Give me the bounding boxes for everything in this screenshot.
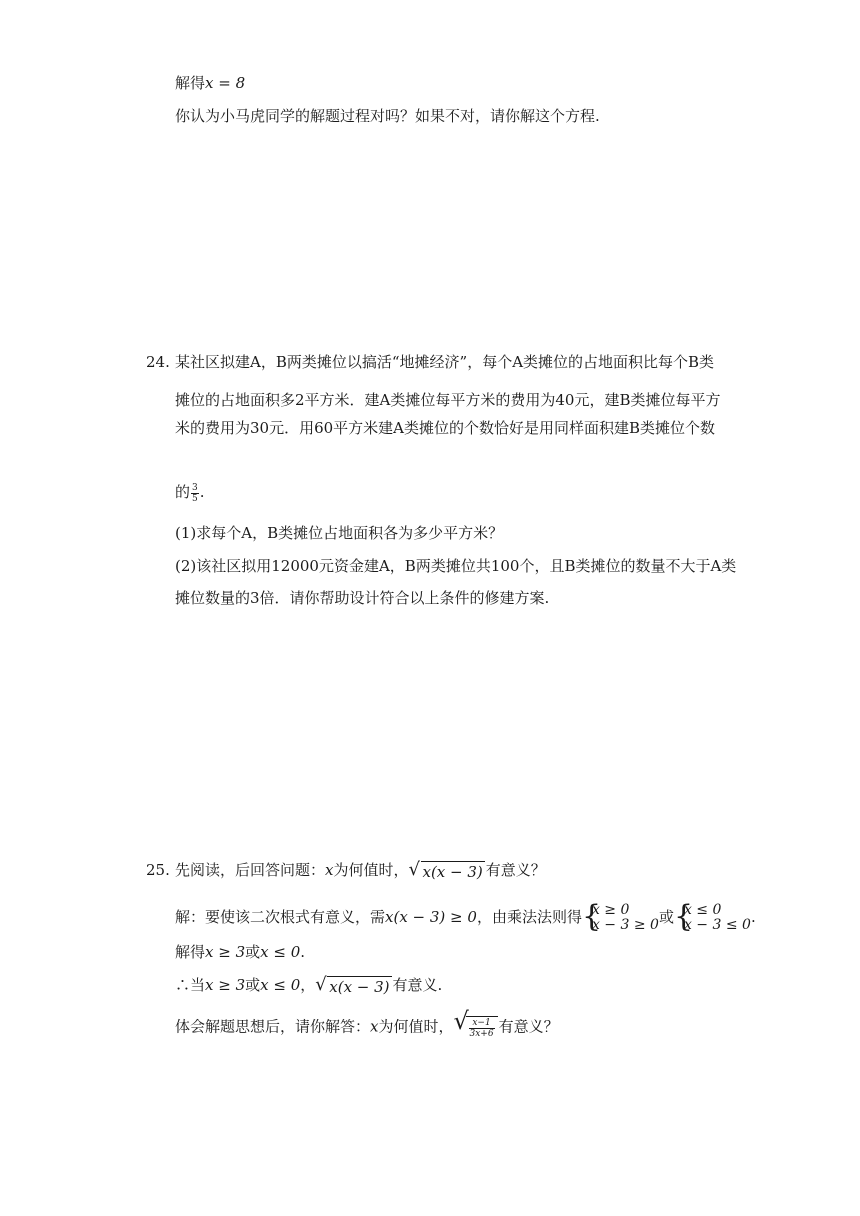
text: 有意义？ (485, 861, 546, 879)
radical-sign: √ (315, 973, 327, 995)
text: . (300, 943, 306, 961)
text: . (750, 908, 756, 926)
math-var: x (370, 1017, 379, 1036)
q25-line-2 (175, 899, 756, 934)
fraction-denominator: 5 (192, 493, 198, 504)
fraction (469, 1018, 495, 1039)
math-inequality: x(x − 3) ≥ 0 (385, 908, 477, 926)
text: 解得 (175, 943, 206, 961)
math: x ≤ 0 (260, 943, 301, 961)
brace: { (673, 899, 694, 934)
math: x ≥ 3 (205, 976, 246, 994)
math: x ≤ 0 (260, 976, 301, 994)
fraction-denominator: 3x+6 (469, 1028, 494, 1039)
square-root (315, 973, 391, 997)
q24-part-2-line-2: 摊位数量的3倍．请你帮助设计符合以上条件的修建方案. (175, 589, 550, 607)
q24-line-3: 米的费用为30元．用60平方米建A类摊位的个数恰好是用同样面积建B类摊位个数 (175, 419, 716, 437)
text: 或 (245, 943, 261, 961)
q25-line-3 (175, 942, 305, 962)
question-line: 你认为小马虎同学的解题过程对吗？如果不对，请你解这个方程. (175, 107, 600, 125)
text: 先阅读，后回答问题： (175, 861, 326, 879)
question-number-25: 25. (146, 861, 170, 879)
brace: { (581, 899, 602, 934)
math: x = 8 (205, 74, 246, 92)
radical-sign: √ (408, 858, 420, 880)
q24-line-2: 摊位的占地面积多2平方米．建A类摊位每平方米的费用为40元，建B类摊位每平方 (175, 391, 721, 409)
text: 的 (175, 483, 191, 501)
q24-line-1: 某社区拟建A，B两类摊位以搞活“地摊经济”，每个A类摊位的占地面积比每个B类 (175, 353, 715, 371)
q24-line-4 (175, 482, 205, 504)
system-row: x ≥ 0 (591, 902, 630, 918)
text: 为何值时， (333, 861, 409, 879)
square-root (453, 1007, 498, 1039)
question-number-24: 24. (146, 353, 170, 371)
inequality-system-1 (581, 899, 659, 934)
system-row: x ≤ 0 (683, 902, 722, 918)
text: 解得 (175, 74, 206, 92)
square-root (408, 858, 485, 882)
math: x ≥ 3 (205, 943, 246, 961)
radicand: x(x − 3) (422, 862, 483, 881)
math-var: x (325, 861, 334, 879)
text: 或 (245, 976, 261, 994)
text: 有意义. (392, 976, 443, 994)
text: 解：要使该二次根式有意义，需 (175, 908, 386, 926)
system-row: x − 3 ≤ 0 (683, 917, 751, 933)
text: ，由乘法法则得 (476, 908, 582, 926)
q24-part-2-line-1: (2)该社区拟用12000元资金建A，B两类摊位共100个，且B类摊位的数量不大于A类 (175, 557, 737, 575)
fraction-numerator: x−1 (469, 1018, 495, 1029)
text: 为何值时， (378, 1017, 454, 1036)
text: ， (300, 976, 316, 994)
text: . (199, 483, 205, 501)
q25-line-4 (175, 975, 442, 997)
text: 有意义？ (498, 1017, 559, 1036)
inequality-system-2 (673, 899, 751, 934)
fraction (191, 483, 199, 504)
radicand (466, 1016, 498, 1039)
q25-line-1 (175, 860, 546, 882)
radical-sign: √ (453, 1007, 469, 1035)
text: 体会解题思想后，请你解答： (175, 1017, 371, 1036)
solution-line (175, 73, 245, 93)
radicand: x(x − 3) (329, 977, 390, 996)
q24-part-1: (1)求每个A，B类摊位占地面积各为多少平方米？ (175, 524, 504, 542)
fraction-numerator: 3 (192, 482, 198, 493)
q25-line-5 (175, 1007, 559, 1039)
system-row: x − 3 ≥ 0 (591, 917, 659, 933)
text: 或 (658, 908, 674, 926)
text: ∴当 (175, 976, 206, 994)
